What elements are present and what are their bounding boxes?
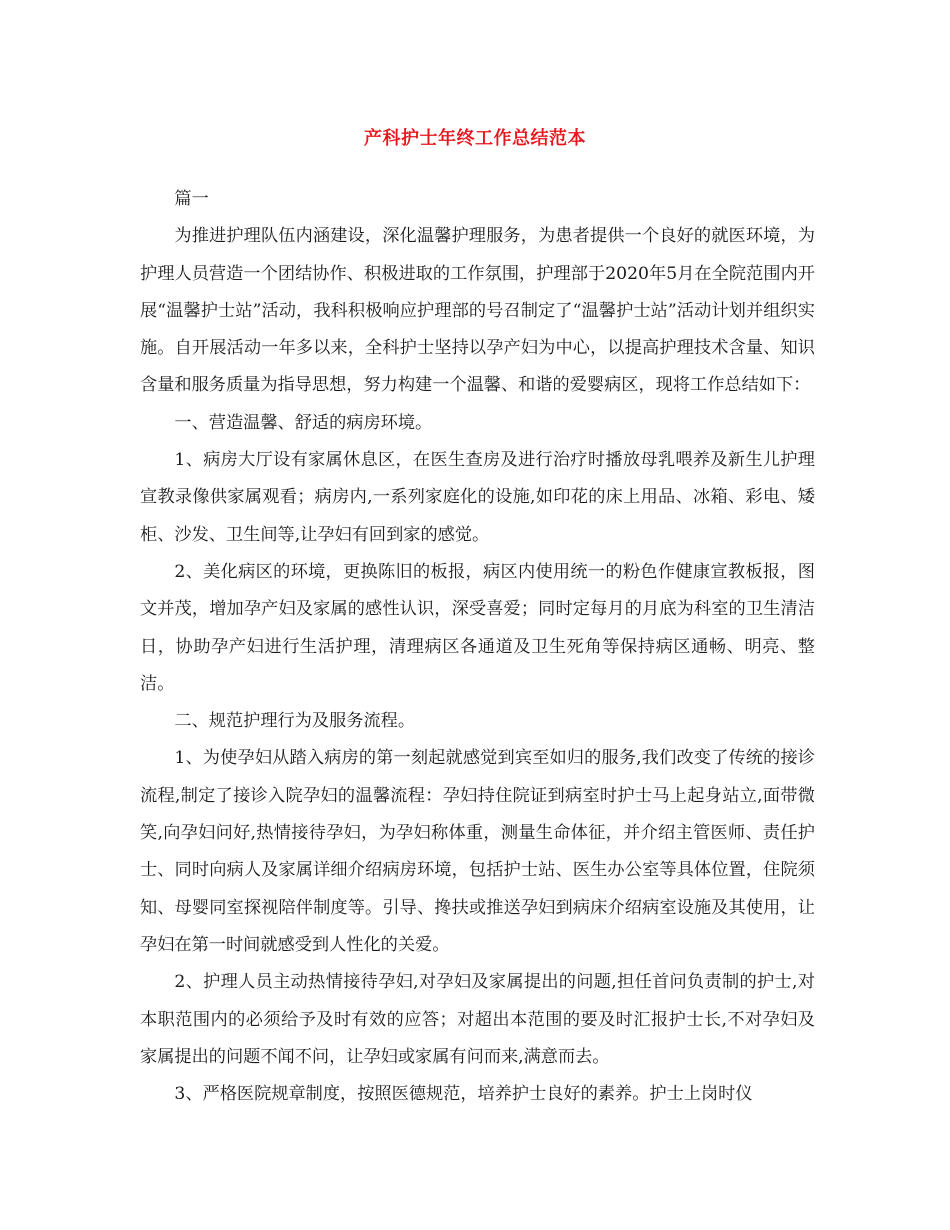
section-heading: 一、营造温馨、舒适的病房环境。 <box>174 412 433 433</box>
paragraph: 1、为使孕妇从踏入病房的第一刻起就感觉到宾至如归的服务,我们改变了传统的接诊流程,制定了接诊入院孕妇的温馨流程：孕妇持住院证到病室时护士马上起身站立,面带微笑,向孕妇问好,热情接待孕妇，为孕妇称体重，测量生命体征，并介绍主管医师、责任护士、同时向病人及家属详细介绍病房环境，包括护士站、医生办公室等具体位置，住院须知、母婴同室探视陪伴制度等。引导、搀扶或推送孕妇到病床介绍病室设施及其使用，让孕妇在第一时间就感受到人性化的关爱。 <box>140 748 815 955</box>
paragraph: 为推进护理队伍内涵建设，深化温馨护理服务，为患者提供一个良好的就医环境，为护理人员营造一个团结协作、积极进取的工作氛围，护理部于2020年5月在全院范围内开展“温馨护士站”活动，我科积极响应护理部的号召制定了“温馨护士站”活动计划并组织实施。自开展活动一年多以来，全科护士坚持以孕产妇为中心，以提高护理技术含量、知识含量和服务质量为指导思想，努力构建一个温馨、和谐的爱婴病区，现将工作总结如下： <box>140 226 815 396</box>
paragraph: 1、病房大厅设有家属休息区，在医生查房及进行治疗时播放母乳喂养及新生儿护理宣教录像供家属观看；病房内,一系列家庭化的设施,如印花的床上用品、冰箱、彩电、矮柜、沙发、卫生间等,让孕妇有回到家的感觉。 <box>140 450 815 545</box>
paragraph: 3、严格医院规章制度，按照医德规范，培养护士良好的素养。护士上岗时仪 <box>174 1084 753 1105</box>
document-body <box>140 181 815 1113</box>
paragraph: 2、护理人员主动热情接待孕妇,对孕妇及家属提出的问题,担任首问负责制的护士,对本职范围内的必须给予及时有效的应答；对超出本范围的要及时汇报护士长,不对孕妇及家属提出的问题不闻不问，让孕妇或家属有问而来,满意而去。 <box>140 972 815 1067</box>
document-title: 产科护士年终工作总结范本 <box>364 128 586 149</box>
paragraph: 2、美化病区的环境，更换陈旧的板报，病区内使用统一的粉色作健康宣教板报，图文并茂，增加孕产妇及家属的感性认识，深受喜爱；同时定每月的月底为科室的卫生清洁日，协助孕产妇进行生活护理，清理病区各通道及卫生死角等保持病区通畅、明亮、整洁。 <box>140 561 815 694</box>
section-heading: 二、规范护理行为及服务流程。 <box>174 711 416 732</box>
section-heading: 篇一 <box>174 189 209 209</box>
